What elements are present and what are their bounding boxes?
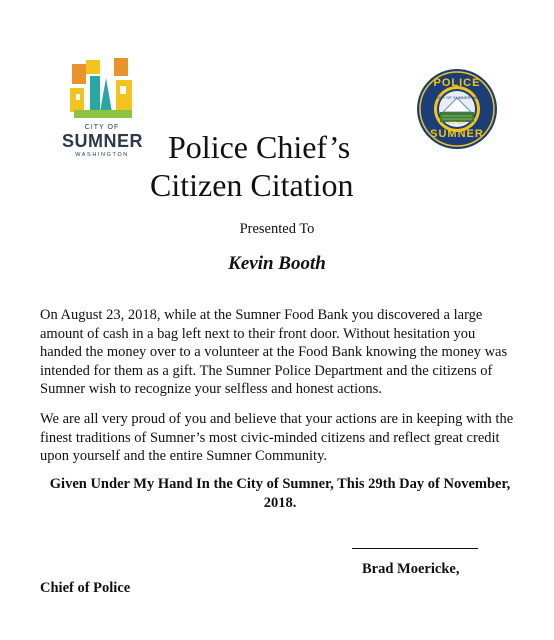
city-of-label: CITY OF (84, 124, 120, 131)
signer-title: Chief of Police (40, 580, 131, 596)
badge-ring-text: CITY OF SUMNER WA (436, 95, 478, 100)
badge-bottom-text: SUMNER (430, 128, 484, 140)
city-state: WASHINGTON (75, 152, 129, 158)
recipient-name: Kevin Booth (228, 253, 326, 274)
citation-paragraph-2: We are all very proud of you and believe that your actions are in keeping with the finest traditions of Sumner’s most civic-minded citizens and reflect great credit upon yourself and the entire Sumner Community. (40, 411, 514, 464)
citation-title (150, 128, 410, 204)
signer-name: Brad Moericke, (362, 561, 460, 577)
badge-top-text: POLICE (433, 77, 481, 89)
city-logo-mark-icon (70, 58, 134, 120)
signature-line (352, 548, 478, 549)
badge-est-text: EST 1891 (448, 120, 466, 125)
city-name: SUMNER (62, 131, 144, 151)
given-under-hand-line: Given Under My Hand In the City of Sumner, This 29th Day of November, 2018. (49, 476, 511, 511)
title-line-1: Police Chief’s (168, 129, 351, 165)
citation-paragraph-1: On August 23, 2018, while at the Sumner Food Bank you discovered a large amount of cash in a bag left next to their front door. Without hesitation you handed the money over to a volunteer at the Food Bank knowing the money was intended for them as a gift. The Sumner Police Department and the citizens of Sumner wish to recognize your selfless and honest actions. (40, 307, 508, 397)
police-badge (416, 68, 498, 150)
presented-to-label: Presented To (239, 221, 315, 237)
city-of-sumner-logo (62, 58, 142, 162)
title-line-2: Citizen Citation (150, 167, 354, 203)
